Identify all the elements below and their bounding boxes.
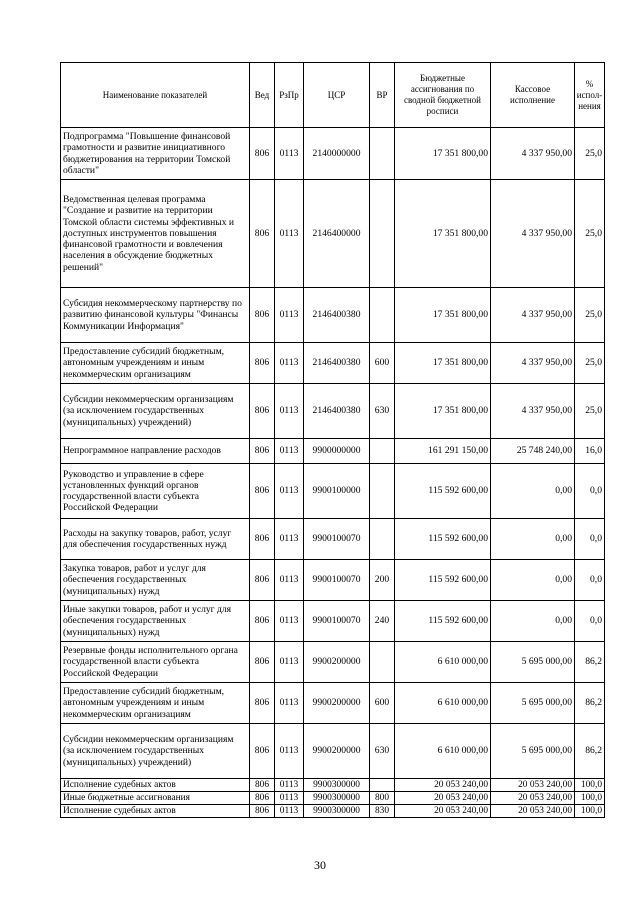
row-csr: 2140000000 bbox=[304, 128, 370, 180]
row-cash: 20 053 240,00 bbox=[491, 805, 575, 818]
table-row bbox=[61, 519, 605, 560]
row-cash: 20 053 240,00 bbox=[491, 779, 575, 792]
row-ved: 806 bbox=[250, 683, 275, 724]
row-ved: 806 bbox=[250, 724, 275, 779]
table-row bbox=[61, 601, 605, 642]
row-percent: 0,0 bbox=[575, 464, 605, 519]
row-csr: 2146400380 bbox=[304, 384, 370, 439]
row-percent: 86,2 bbox=[575, 683, 605, 724]
row-csr: 9900100070 bbox=[304, 519, 370, 560]
row-percent: 100,0 bbox=[575, 792, 605, 805]
row-cash: 5 695 000,00 bbox=[491, 724, 575, 779]
row-vr: 600 bbox=[370, 343, 395, 384]
row-ved: 806 bbox=[250, 180, 275, 288]
row-ved: 806 bbox=[250, 464, 275, 519]
row-ved: 806 bbox=[250, 792, 275, 805]
row-vr bbox=[370, 128, 395, 180]
row-budget: 115 592 600,00 bbox=[395, 464, 491, 519]
row-budget: 17 351 800,00 bbox=[395, 288, 491, 343]
row-vr bbox=[370, 180, 395, 288]
row-rzpr: 0113 bbox=[275, 724, 304, 779]
row-rzpr: 0113 bbox=[275, 642, 304, 683]
table-row bbox=[61, 180, 605, 288]
table-row bbox=[61, 805, 605, 818]
row-name: Ведомственная целевая программа "Создание и развитие на территории Томской области системы эффективных и доступных инструментов повышения финансовой грамотности и вовлечения населения в обсуждение бюджетных решений" bbox=[61, 180, 250, 288]
header-percent: % испол-нения bbox=[575, 63, 605, 128]
row-budget: 17 351 800,00 bbox=[395, 343, 491, 384]
row-cash: 4 337 950,00 bbox=[491, 384, 575, 439]
row-rzpr: 0113 bbox=[275, 560, 304, 601]
row-name: Иные закупки товаров, работ и услуг для обеспечения государственных (муниципальных) нужд bbox=[61, 601, 250, 642]
row-vr bbox=[370, 439, 395, 464]
row-rzpr: 0113 bbox=[275, 683, 304, 724]
row-ved: 806 bbox=[250, 779, 275, 792]
row-cash: 4 337 950,00 bbox=[491, 343, 575, 384]
row-vr bbox=[370, 464, 395, 519]
row-cash: 0,00 bbox=[491, 464, 575, 519]
row-vr: 800 bbox=[370, 792, 395, 805]
row-ved: 806 bbox=[250, 601, 275, 642]
row-budget: 6 610 000,00 bbox=[395, 724, 491, 779]
table-row bbox=[61, 343, 605, 384]
row-percent: 86,2 bbox=[575, 642, 605, 683]
row-vr: 830 bbox=[370, 805, 395, 818]
row-rzpr: 0113 bbox=[275, 343, 304, 384]
row-vr: 630 bbox=[370, 724, 395, 779]
header-ved: Вед bbox=[250, 63, 275, 128]
row-ved: 806 bbox=[250, 128, 275, 180]
table-row bbox=[61, 128, 605, 180]
row-ved: 806 bbox=[250, 642, 275, 683]
row-name: Предоставление субсидий бюджетным, автономным учреждениям и иным некоммерческим организациям bbox=[61, 683, 250, 724]
row-ved: 806 bbox=[250, 519, 275, 560]
row-ved: 806 bbox=[250, 805, 275, 818]
row-percent: 25,0 bbox=[575, 288, 605, 343]
row-csr: 9900000000 bbox=[304, 439, 370, 464]
table-header-row bbox=[61, 63, 605, 128]
row-csr: 9900100070 bbox=[304, 601, 370, 642]
row-percent: 0,0 bbox=[575, 560, 605, 601]
row-csr: 9900200000 bbox=[304, 683, 370, 724]
row-vr: 630 bbox=[370, 384, 395, 439]
row-ved: 806 bbox=[250, 560, 275, 601]
header-cash: Кассовое исполнение bbox=[491, 63, 575, 128]
row-budget: 6 610 000,00 bbox=[395, 683, 491, 724]
row-name: Предоставление субсидий бюджетным, автономным учреждениям и иным некоммерческим организациям bbox=[61, 343, 250, 384]
row-budget: 17 351 800,00 bbox=[395, 128, 491, 180]
row-rzpr: 0113 bbox=[275, 439, 304, 464]
row-ved: 806 bbox=[250, 384, 275, 439]
row-budget: 6 610 000,00 bbox=[395, 642, 491, 683]
row-cash: 4 337 950,00 bbox=[491, 288, 575, 343]
row-csr: 9900200000 bbox=[304, 724, 370, 779]
header-vr: ВР bbox=[370, 63, 395, 128]
row-cash: 4 337 950,00 bbox=[491, 180, 575, 288]
table-row bbox=[61, 560, 605, 601]
row-name: Субсидия некоммерческому партнерству по развитию финансовой культуры "Финансы Коммуникации Информация" bbox=[61, 288, 250, 343]
row-percent: 0,0 bbox=[575, 601, 605, 642]
row-name: Закупка товаров, работ и услуг для обеспечения государственных (муниципальных) нужд bbox=[61, 560, 250, 601]
row-ved: 806 bbox=[250, 343, 275, 384]
row-percent: 25,0 bbox=[575, 384, 605, 439]
row-rzpr: 0113 bbox=[275, 792, 304, 805]
row-percent: 0,0 bbox=[575, 519, 605, 560]
header-rzpr: РзПр bbox=[275, 63, 304, 128]
page-number: 30 bbox=[314, 858, 326, 872]
table-row bbox=[61, 288, 605, 343]
row-vr: 600 bbox=[370, 683, 395, 724]
row-percent: 25,0 bbox=[575, 180, 605, 288]
row-csr: 2146400380 bbox=[304, 343, 370, 384]
row-name: Исполнение судебных актов bbox=[61, 779, 250, 792]
row-rzpr: 0113 bbox=[275, 128, 304, 180]
row-percent: 100,0 bbox=[575, 805, 605, 818]
row-percent: 25,0 bbox=[575, 128, 605, 180]
row-budget: 115 592 600,00 bbox=[395, 601, 491, 642]
row-ved: 806 bbox=[250, 288, 275, 343]
row-name: Субсидии некоммерческим организациям (за исключением государственных (муниципальных) учреждений) bbox=[61, 724, 250, 779]
row-cash: 5 695 000,00 bbox=[491, 642, 575, 683]
row-name: Исполнение судебных актов bbox=[61, 805, 250, 818]
table-row bbox=[61, 464, 605, 519]
row-rzpr: 0113 bbox=[275, 464, 304, 519]
row-percent: 16,0 bbox=[575, 439, 605, 464]
row-budget: 17 351 800,00 bbox=[395, 180, 491, 288]
header-budget: Бюджетные ассигнования по сводной бюджетной росписи bbox=[395, 63, 491, 128]
row-cash: 0,00 bbox=[491, 560, 575, 601]
row-csr: 2146400000 bbox=[304, 180, 370, 288]
row-cash: 4 337 950,00 bbox=[491, 128, 575, 180]
row-cash: 0,00 bbox=[491, 601, 575, 642]
row-name: Субсидии некоммерческим организациям (за исключением государственных (муниципальных) учреждений) bbox=[61, 384, 250, 439]
row-rzpr: 0113 bbox=[275, 805, 304, 818]
row-cash: 20 053 240,00 bbox=[491, 792, 575, 805]
row-rzpr: 0113 bbox=[275, 180, 304, 288]
row-csr: 9900300000 bbox=[304, 779, 370, 792]
budget-execution-table bbox=[60, 62, 605, 818]
row-name: Резервные фонды исполнительного органа государственной власти субъекта Российской Федерации bbox=[61, 642, 250, 683]
row-vr bbox=[370, 642, 395, 683]
row-budget: 20 053 240,00 bbox=[395, 805, 491, 818]
table-row bbox=[61, 642, 605, 683]
row-name: Подпрограмма "Повышение финансовой грамотности и развитие инициативного бюджетирования на территории Томской области" bbox=[61, 128, 250, 180]
row-percent: 25,0 bbox=[575, 343, 605, 384]
row-csr: 9900300000 bbox=[304, 792, 370, 805]
row-budget: 115 592 600,00 bbox=[395, 519, 491, 560]
row-name: Расходы на закупку товаров, работ, услуг для обеспечения государственных нужд bbox=[61, 519, 250, 560]
row-percent: 100,0 bbox=[575, 779, 605, 792]
row-budget: 115 592 600,00 bbox=[395, 560, 491, 601]
row-budget: 17 351 800,00 bbox=[395, 384, 491, 439]
row-vr bbox=[370, 779, 395, 792]
row-budget: 20 053 240,00 bbox=[395, 779, 491, 792]
row-csr: 9900100000 bbox=[304, 464, 370, 519]
row-csr: 9900300000 bbox=[304, 805, 370, 818]
row-ved: 806 bbox=[250, 439, 275, 464]
row-rzpr: 0113 bbox=[275, 519, 304, 560]
table-row bbox=[61, 683, 605, 724]
table-row bbox=[61, 384, 605, 439]
row-cash: 5 695 000,00 bbox=[491, 683, 575, 724]
row-csr: 2146400380 bbox=[304, 288, 370, 343]
row-rzpr: 0113 bbox=[275, 288, 304, 343]
row-name: Непрограммное направление расходов bbox=[61, 439, 250, 464]
row-vr bbox=[370, 288, 395, 343]
row-percent: 86,2 bbox=[575, 724, 605, 779]
table-row bbox=[61, 724, 605, 779]
row-vr: 240 bbox=[370, 601, 395, 642]
row-rzpr: 0113 bbox=[275, 779, 304, 792]
row-cash: 25 748 240,00 bbox=[491, 439, 575, 464]
row-csr: 9900200000 bbox=[304, 642, 370, 683]
row-rzpr: 0113 bbox=[275, 601, 304, 642]
table-row bbox=[61, 792, 605, 805]
row-csr: 9900100070 bbox=[304, 560, 370, 601]
table-row bbox=[61, 439, 605, 464]
row-vr: 200 bbox=[370, 560, 395, 601]
row-budget: 161 291 150,00 bbox=[395, 439, 491, 464]
row-rzpr: 0113 bbox=[275, 384, 304, 439]
row-cash: 0,00 bbox=[491, 519, 575, 560]
header-name: Наименование показателей bbox=[61, 63, 250, 128]
row-vr bbox=[370, 519, 395, 560]
row-budget: 20 053 240,00 bbox=[395, 792, 491, 805]
table-row bbox=[61, 779, 605, 792]
header-csr: ЦСР bbox=[304, 63, 370, 128]
row-name: Руководство и управление в сфере установленных функций органов государственной власти субъекта Российской Федерации bbox=[61, 464, 250, 519]
row-name: Иные бюджетные ассигнования bbox=[61, 792, 250, 805]
